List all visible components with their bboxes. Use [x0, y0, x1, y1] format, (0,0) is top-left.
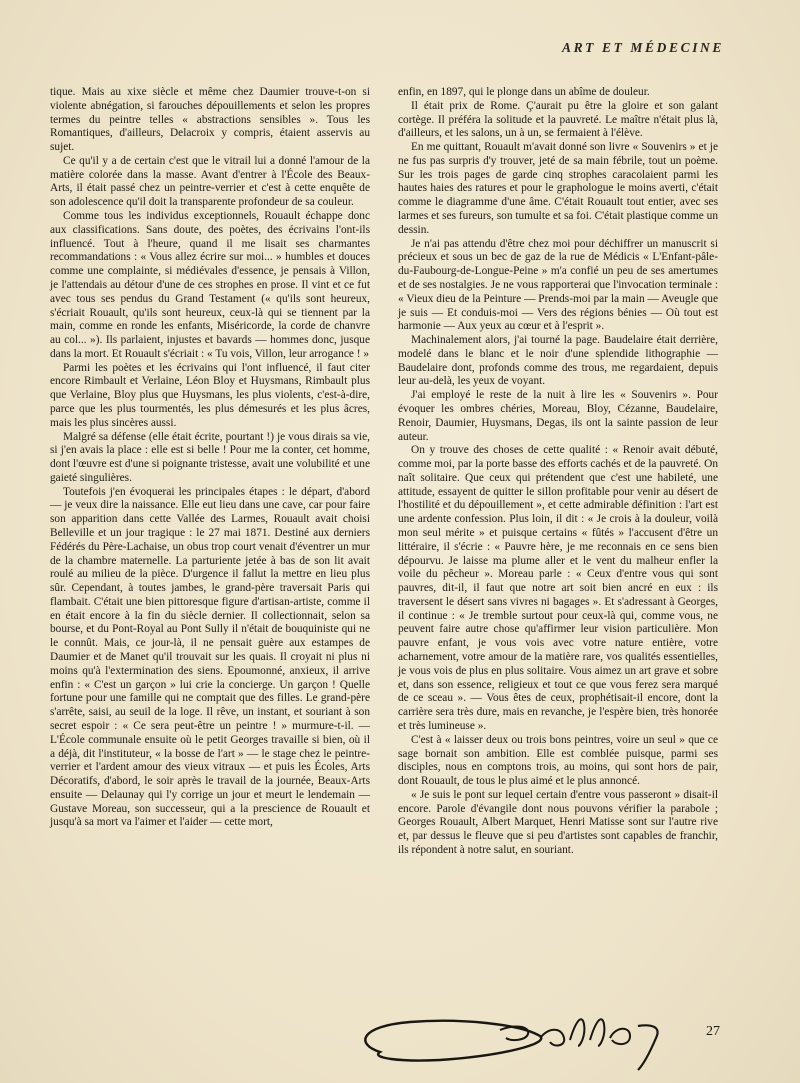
- right-column: [398, 86, 718, 858]
- paragraph: Machinalement alors, j'ai tourné la page. Baudelaire était derrière, modelé dans le blanc et le noir d'une splendide lithographie — Baudelaire dont, profonds comme des trous, me regardaient, depuis leur au-delà, les yeux de voyant.: [398, 334, 718, 388]
- paragraph: Comme tous les individus exceptionnels, Rouault échappe donc aux classifications. Sans doute, des poètes, des écrivains l'ont-ils influencé. Tout à l'heure, quand il me lisait ses charmantes recommandations : « Vous allez écrire sur moi... » humbles et douces comme une complainte, si médiévales d'essence, je pensais à Villon, je l'attendais au détour d'une de ces strophes en prose. Il vint et ce fut avec tous ses pendus du Grand Testament (« qu'ils sont heureux, s'écriait Rouault, qu'ils sont heureux, ceux-là qui se tiennent par la main, comme en ronde les enfants, Miséricorde, la corde de chanvre au col... »). Ils parlaient, injustes et bavards — hommes donc, jusque dans la mort. Et Rouault s'écriait : « Tu vois, Villon, leur arrogance ! »: [50, 210, 370, 360]
- paragraph: Ce qu'il y a de certain c'est que le vitrail lui a donné l'amour de la matière colorée dans la masse. Avant d'entrer à l'École des Beaux-Arts, il était passé chez un peintre-verrier et c'est à cette enquête de son adolescence qu'il doit la transparente profondeur de sa couleur.: [50, 154, 370, 209]
- paragraph: « Je suis le pont sur lequel certain d'entre vous passeront » disait-il encore. Parole d'évangile dont nous pouvons vérifier la parabole ; Georges Rouault, Albert Marquet, Henri Matisse sont sur l'autre rive et, par dessus le fleuve que si peu d'artistes sont capables de franchir, ils répondent à notre salut, en souriant.: [398, 788, 718, 856]
- paragraph: C'est à « laisser deux ou trois bons peintres, voire un seul » que ce sage bornait son ambition. Elle est comblée puisque, parmi ses disciples, nous en comptons trois, au moins, qui sont hors de pair, dont Rouault, de tous le plus aimé et le plus annoncé.: [398, 733, 718, 788]
- paragraph: Je n'ai pas attendu d'être chez moi pour déchiffrer un manuscrit si précieux et sous un bec de gaz de la rue de Médicis « L'Enfant-pâle-du-Faubourg-de-Longue-Peine » m'a confié un peu de ses amertumes et de ses nostalgies. Je ne vous rapporterai que l'invocation terminale : « Vieux dieu de la Peinture — Prends-moi par la main — Aveugle que je suis — Et conduis-moi — Vers des régions bénies — Où tout est harmonie — Aux yeux au cœur et à l'esprit ».: [398, 237, 718, 333]
- paragraph: tique. Mais au xixe siècle et même chez Daumier trouve-t-on si violente abnégation, si farouches dépouillements et selon les propres termes du peintre telles « abstractions sensibles ». Tous les Romantiques, d'ailleurs, Delacroix y compris, étaient asservis au sujet.: [50, 86, 370, 154]
- handwritten-signature: [350, 1004, 690, 1074]
- paragraph: Malgré sa défense (elle était écrite, pourtant !) je vous dirais sa vie, si j'en avais la place : elle est si belle ! Pour me la conter, cet homme, dont l'œuvre est d'une si poignante tristesse, avait une volubilité et une gaieté singulières.: [50, 430, 370, 484]
- running-title: ART ET MÉDECINE: [561, 40, 724, 55]
- left-column: [50, 86, 370, 830]
- paragraph: Parmi les poètes et les écrivains qui l'ont influencé, il faut citer encore Rimbault et Verlaine, Léon Bloy et Huysmans, Rimbault plus que Verlaine, Bloy plus que Huysmans, les plus violents, c'est-à-dire, parce que les plus tourmentés, les plus démesurés et les plus âcres, mais les plus sincères aussi.: [50, 361, 370, 429]
- paragraph: On y trouve des choses de cette qualité : « Renoir avait débuté, comme moi, par la porte basse des efforts cachés et de la pauvreté. On naît solitaire. Que ceux qui prétendent que c'est une habileté, une attitude, essayent de quitter le sillon profitable pour venir au désert de l'hostilité et du dépouillement », et cette admirable définition : l'art est une ardente confession. Plus loin, il dit : « Je crois à la douleur, voilà mon seul mérite » et puisque certains « fûtés » l'accusent d'être un littéraire, il s'écrie : « Pauvre hère, je me reconnais en ce sens bien dépourvu. Je laisse ma plume aller et le vent du malheur enfler la voile du pêcheur ». Moreau parle : « Ceux d'entre vous qui sont pauvres, dit-il, il faut que notre art soit bien ancré en eux : ils traversent le désert sans vivres ni bagages ». Et s'adressant à Georges, il continue : « Je tremble surtout pour ceux-là qui, comme vous, ne peuvent faire autre chose qu'affirmer leur vision particulière. Mon pauvre enfant, je vous vois avec votre nature entière, votre acharnement, votre amour de la matière rare, vos qualités essentielles, je vous vois de plus en plus solitaire. Vous aimez un art grave et sobre et, dans son essence, religieux et tout ce que vous ferez sera marqué de ce sceau ». — Vous êtes de ceux, prophétisait-il encore, dont la carrière sera très dure, mais en revanche, je l'espère bien, très honorée et très lumineuse ».: [398, 444, 718, 732]
- page-number: 27: [706, 1024, 720, 1039]
- paragraph: Il était prix de Rome. Ç'aurait pu être la gloire et son galant cortège. Il préféra la solitude et la pauvreté. Le maître n'était plus là, d'ailleurs, et les salons, un à un, se fermaient à l'élève.: [398, 99, 718, 140]
- paragraph: enfin, en 1897, qui le plonge dans un abîme de douleur.: [398, 86, 650, 98]
- paragraph: Toutefois j'en évoquerai les principales étapes : le départ, d'abord — je veux dire la naissance. Elle eut lieu dans une cave, car pour faire son apparition dans cette Vallée des Larmes, Rouault avait choisi Belleville et un jour tragique : le 27 mai 1871. Destiné aux derniers Fédérés du Père-Lachaise, un obus trop court venait d'éventrer un mur de la chambre maternelle. La parturiente jetée à bas de son lit avait roulé au milieu de la pièce. D'urgence il fallut la mettre en lieu plus sûr. Cependant, à toutes jambes, le grand-père traversait Paris qui flambait. C'était une bien pittoresque figure d'artisan-artiste, comme il en était encore à la fin du siècle dernier. Il collectionnait, selon sa bourse, et du Pont-Royal au Pont Sully il n'était de bouquiniste qui ne le connût. Mais, ce jour-là, il ne pensait guère aux estampes de Daumier et de Manet qu'il trouvait sur les quais. Il croyait ni plus ni moins qu'à l'extermination des siens. Epoumonné, anxieux, il arrive enfin : « C'est un garçon » lui crie la concierge. Un garçon ! Quelle fortune pour une famille qui ne comptait que des filles. Le grand-père s'arrête, saisi, au seuil de la loge. Il rêve, un instant, et souriant à son secret espoir : « Ce sera peut-être un peintre ! » murmure-t-il. — L'École communale ensuite où le petit Georges travaille si bien, où il a déjà, dit l'instituteur, « la bosse de l'art » — le stage chez le peintre-verrier et l'ardent amour des vieux vitraux — et puis les Écoles, Arts Décoratifs, d'abord, le soir après le travail de la journée, Beaux-Arts ensuite — Delaunay qui l'y corrige un jour et meurt le lendemain — Gustave Moreau, son successeur, qui a la prescience de Rouault et jusqu'à sa mort va l'aimer et l'aider — cette mort,: [50, 485, 370, 829]
- paragraph: J'ai employé le reste de la nuit à lire les « Souvenirs ». Pour évoquer les ombres chéries, Moreau, Bloy, Cézanne, Baudelaire, Renoir, Daumier, Huysmans, Degas, ils ont la sainte passion de leur auteur.: [398, 389, 718, 443]
- paragraph: En me quittant, Rouault m'avait donné son livre « Souvenirs » et je ne fus pas surpris d'y trouver, jeté de sa main fébrile, tout un poème. Sur les trois pages de garde cinq strophes caracolaient parmi les hautes haies des ratures et pour le graphologue le moins averti, c'était comme le diagramme d'une âme. C'était Rouault tout entier, avec ses larmes et ses fureurs, son tumulte et sa foi. C'était plastique comme un dessin.: [398, 141, 718, 236]
